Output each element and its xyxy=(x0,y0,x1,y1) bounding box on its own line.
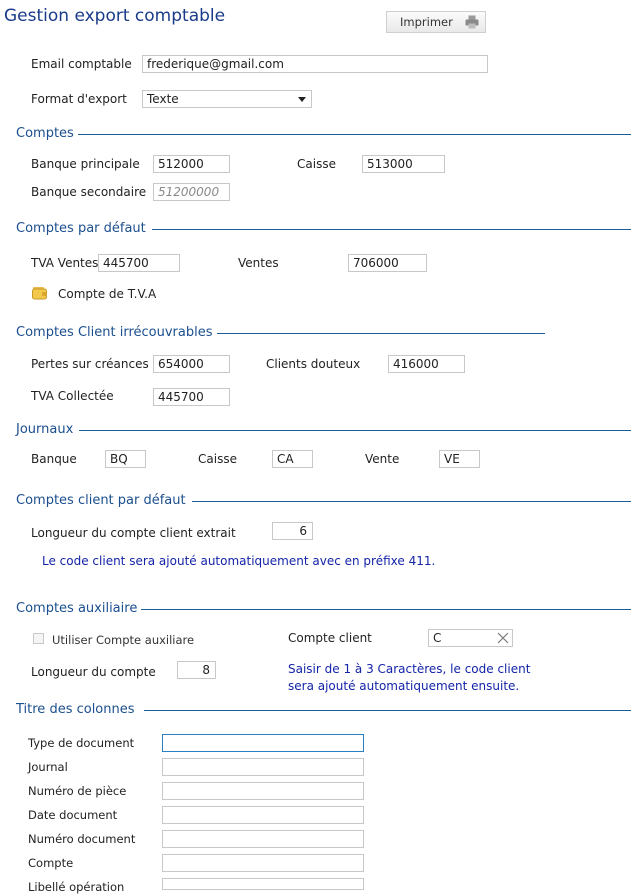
client-info-text: Le code client sera ajouté automatiquement avec en préfixe 411. xyxy=(42,554,436,568)
colonne-numero-document-field[interactable] xyxy=(162,830,364,848)
longueur-compte-label: Longueur du compte xyxy=(31,665,156,679)
banque-principale-label: Banque principale xyxy=(31,157,140,171)
section-divider xyxy=(141,609,631,610)
journal-banque-field[interactable]: BQ xyxy=(105,450,146,468)
auxiliaire-info-line1: Saisir de 1 à 3 Caractères, le code client xyxy=(288,662,531,676)
format-select-value: Texte xyxy=(147,92,179,106)
email-label: Email comptable xyxy=(31,57,132,71)
section-colonnes-title: Titre des colonnes xyxy=(16,702,135,717)
section-comptes-title: Comptes xyxy=(16,126,74,141)
page-title: Gestion export comptable xyxy=(4,6,226,26)
tva-collectee-label: TVA Collectée xyxy=(31,389,114,403)
tva-collectee-field[interactable]: 445700 xyxy=(153,388,230,406)
banque-secondaire-field[interactable]: 51200000 xyxy=(153,183,230,201)
compte-client-label: Compte client xyxy=(288,631,372,645)
section-divider xyxy=(152,229,631,230)
colonne-compte-field[interactable] xyxy=(162,854,364,872)
colonne-label: Libellé opération xyxy=(28,880,125,894)
compte-client-field[interactable] xyxy=(428,629,513,647)
caisse-label: Caisse xyxy=(297,157,336,171)
compte-client-value: C xyxy=(433,631,442,645)
colonne-journal-field[interactable] xyxy=(162,758,364,776)
pertes-field[interactable]: 654000 xyxy=(153,355,230,373)
format-select[interactable] xyxy=(142,90,312,108)
pertes-label: Pertes sur créances xyxy=(31,357,149,371)
auxiliaire-info-line2: sera ajouté automatiquement ensuite. xyxy=(288,679,520,693)
close-icon[interactable] xyxy=(497,632,509,644)
section-divider xyxy=(192,501,631,502)
colonne-date-document-field[interactable] xyxy=(162,806,364,824)
auxiliaire-checkbox[interactable] xyxy=(33,633,44,644)
colonne-numero-piece-field[interactable] xyxy=(162,782,364,800)
caisse-field[interactable]: 513000 xyxy=(362,155,445,173)
section-divider xyxy=(144,710,631,711)
colonne-label: Date document xyxy=(28,808,118,822)
journal-banque-label: Banque xyxy=(31,452,77,466)
section-client-defaut-title: Comptes client par défaut xyxy=(16,493,186,508)
section-journaux-title: Journaux xyxy=(16,422,74,437)
section-divider xyxy=(78,134,631,135)
journal-vente-field[interactable]: VE xyxy=(439,450,480,468)
section-auxiliaire-title: Comptes auxiliaire xyxy=(16,601,138,616)
ventes-label: Ventes xyxy=(238,256,279,270)
print-button-label: Imprimer xyxy=(400,15,453,29)
section-divider xyxy=(217,333,545,334)
ventes-field[interactable]: 706000 xyxy=(348,254,427,272)
print-button[interactable] xyxy=(386,11,486,33)
longueur-client-field[interactable]: 6 xyxy=(272,522,313,540)
journal-caisse-field[interactable]: CA xyxy=(272,450,313,468)
compte-tva-link[interactable] xyxy=(32,285,212,303)
section-divider xyxy=(79,430,631,431)
colonne-libelle-operation-field[interactable] xyxy=(162,878,364,890)
email-field[interactable]: frederique@gmail.com xyxy=(142,55,488,73)
tva-ventes-field[interactable]: 445700 xyxy=(98,254,180,272)
douteux-field[interactable]: 416000 xyxy=(388,355,465,373)
journal-caisse-label: Caisse xyxy=(198,452,237,466)
colonne-label: Compte xyxy=(28,856,74,870)
douteux-label: Clients douteux xyxy=(266,357,361,371)
longueur-compte-field[interactable]: 8 xyxy=(177,661,216,679)
banque-secondaire-label: Banque secondaire xyxy=(31,185,147,199)
auxiliaire-checkbox-label: Utiliser Compte auxiliare xyxy=(52,633,195,647)
colonne-label: Journal xyxy=(28,760,68,774)
colonne-label: Numéro de pièce xyxy=(28,784,127,798)
tva-ventes-label: TVA Ventes xyxy=(31,256,99,270)
chevron-down-icon xyxy=(298,97,306,102)
section-comptes-defaut-title: Comptes par défaut xyxy=(16,221,146,236)
banque-principale-field[interactable]: 512000 xyxy=(153,155,230,173)
section-irrecouvrables-title: Comptes Client irrécouvrables xyxy=(16,325,213,340)
colonne-label: Numéro document xyxy=(28,832,136,846)
colonne-label: Type de document xyxy=(28,736,135,750)
format-label: Format d'export xyxy=(31,92,127,106)
longueur-client-label: Longueur du compte client extrait xyxy=(31,526,236,540)
colonne-type-document-field[interactable] xyxy=(162,734,364,752)
journal-vente-label: Vente xyxy=(365,452,400,466)
compte-tva-label: Compte de T.V.A xyxy=(58,287,157,301)
printer-icon xyxy=(465,15,479,29)
wallet-icon xyxy=(32,285,48,300)
